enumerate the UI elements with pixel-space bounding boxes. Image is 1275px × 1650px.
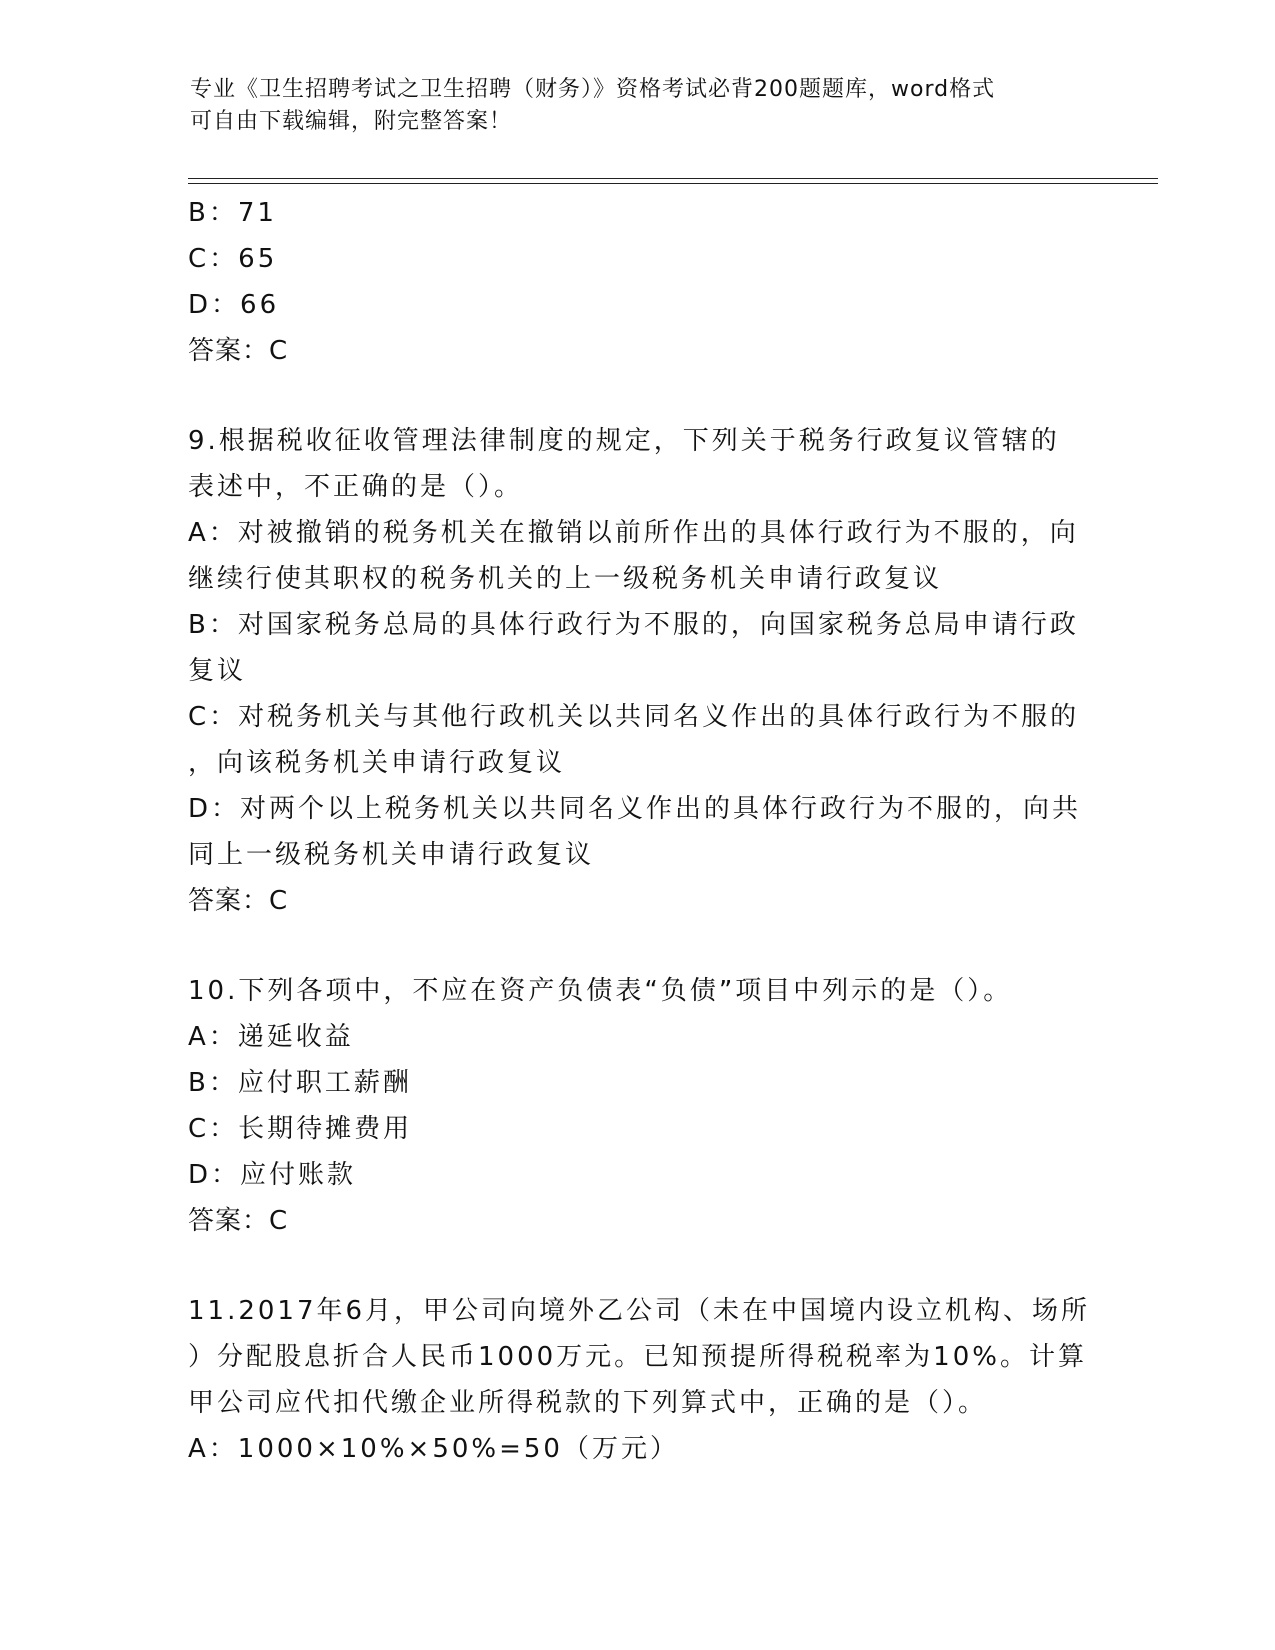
question-stem-line: 11.2017年6月，甲公司向境外乙公司（未在中国境内设立机构、场所 bbox=[188, 1296, 1091, 1326]
option-c-line-2: ，向该税务机关申请行政复议 bbox=[188, 748, 566, 778]
option-b-line-2: 复议 bbox=[188, 656, 247, 686]
document-header bbox=[190, 74, 1090, 138]
header-line-2: 可自由下载编辑，附完整答案！ bbox=[190, 109, 513, 134]
answer: 答案：C bbox=[188, 1206, 289, 1236]
option-d-line-2: 同上一级税务机关申请行政复议 bbox=[188, 840, 595, 870]
question-stem-line: 9.根据税收征收管理法律制度的规定，下列关于税务行政复议管辖的 bbox=[188, 426, 1060, 456]
question-9 bbox=[188, 418, 1088, 924]
header-line-1: 专业《卫生招聘考试之卫生招聘（财务）》资格考试必背200题题库，word格式 bbox=[190, 77, 996, 102]
option-d-line-1: D：对两个以上税务机关以共同名义作出的具体行政行为不服的，向共 bbox=[188, 794, 1082, 824]
option-a: A：1000×10%×50%=50（万元） bbox=[188, 1434, 679, 1464]
option-c: C：长期待摊费用 bbox=[188, 1114, 413, 1144]
option-a: A：递延收益 bbox=[188, 1022, 354, 1052]
option-b: B：71 bbox=[188, 198, 277, 228]
question-10 bbox=[188, 968, 1088, 1244]
option-d: D：应付账款 bbox=[188, 1160, 357, 1190]
answer: 答案：C bbox=[188, 336, 289, 366]
option-c: C：65 bbox=[188, 244, 278, 274]
prev-question-block bbox=[188, 190, 1088, 374]
option-b: B：应付职工薪酬 bbox=[188, 1068, 412, 1098]
header-rule-bottom bbox=[188, 183, 1158, 184]
question-11 bbox=[188, 1288, 1091, 1472]
answer: 答案：C bbox=[188, 886, 289, 916]
option-c-line-1: C：对税务机关与其他行政机关以共同名义作出的具体行政行为不服的 bbox=[188, 702, 1080, 732]
question-stem-line: 10.下列各项中，不应在资产负债表“负债”项目中列示的是（）。 bbox=[188, 976, 1013, 1006]
option-b-line-1: B：对国家税务总局的具体行政行为不服的，向国家税务总局申请行政 bbox=[188, 610, 1079, 640]
document-body bbox=[188, 190, 1091, 1472]
question-stem-line: 甲公司应代扣代缴企业所得税款的下列算式中，正确的是（）。 bbox=[188, 1388, 988, 1418]
option-a-line-2: 继续行使其职权的税务机关的上一级税务机关申请行政复议 bbox=[188, 564, 943, 594]
option-d: D：66 bbox=[188, 290, 280, 320]
question-stem-line: 表述中，不正确的是（）。 bbox=[188, 472, 524, 502]
option-a-line-1: A：对被撤销的税务机关在撤销以前所作出的具体行政行为不服的，向 bbox=[188, 518, 1079, 548]
header-rule-top bbox=[188, 178, 1158, 179]
question-stem-line: ）分配股息折合人民币1000万元。已知预提所得税税率为10%。计算 bbox=[188, 1342, 1087, 1372]
